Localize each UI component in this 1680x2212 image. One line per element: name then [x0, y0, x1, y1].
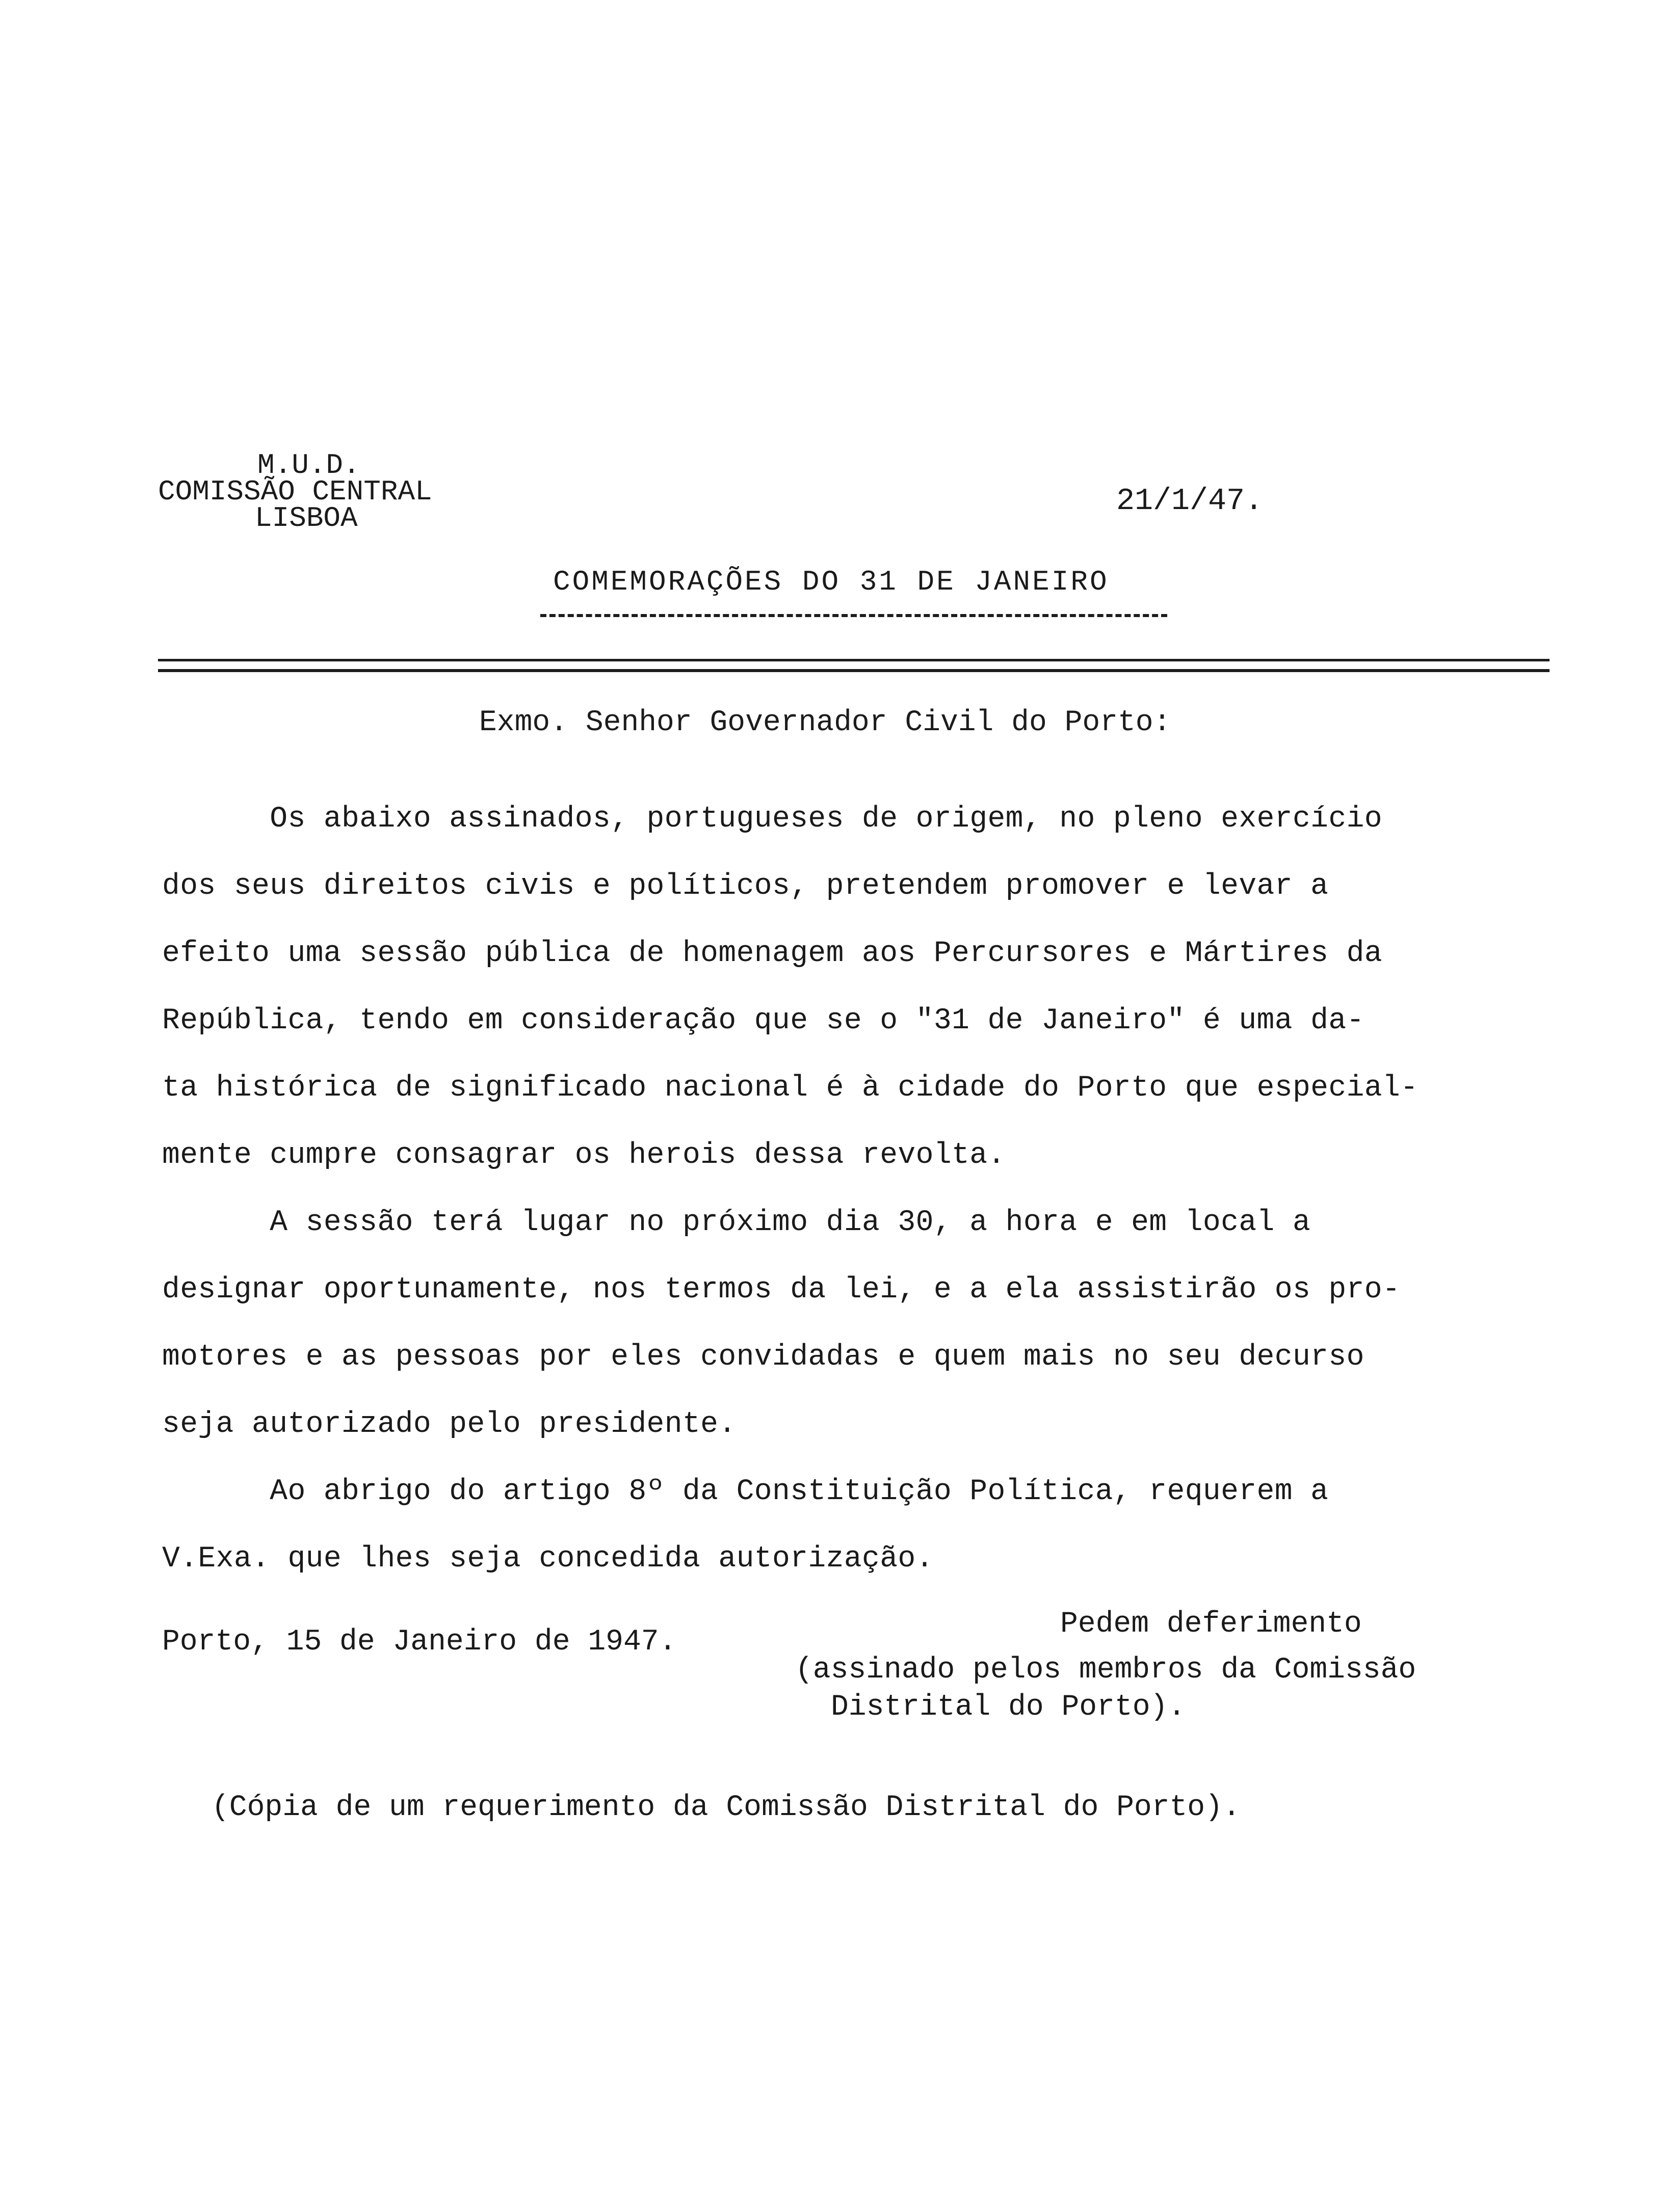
body-line: designar oportunamente, nos termos da lei, e a ela assistirão os pro-	[162, 1273, 1401, 1307]
place-and-date: Porto, 15 de Janeiro de 1947.	[162, 1625, 677, 1659]
body-line: República, tendo em consideração que se o "31 de Janeiro" é uma da-	[162, 1004, 1364, 1037]
signature-note-line-2: Distrital do Porto).	[831, 1691, 1186, 1724]
request-deferment: Pedem deferimento	[1060, 1608, 1362, 1641]
org-acronym: M.U.D.	[257, 449, 360, 482]
body-line: motores e as pessoas por eles convidadas e quem mais no seu decurso	[162, 1341, 1364, 1374]
body-line: A sessão terá lugar no próximo dia 30, a hora e em local a	[162, 1206, 1311, 1239]
body-line: V.Exa. que lhes seja concedida autorização.	[162, 1542, 934, 1576]
signature-note-line-1: (assinado pelos membros da Comissão	[795, 1654, 1416, 1687]
subject-underline	[540, 614, 1167, 617]
copy-note: (Cópia de um requerimento da Comissão Distrital do Porto).	[212, 1791, 1241, 1824]
body-line: Ao abrigo do artigo 8º da Constituição Política, requerem a	[162, 1475, 1329, 1508]
body-line: ta histórica de significado nacional é à cidade do Porto que especial-	[162, 1072, 1419, 1105]
subject-title: COMEMORAÇÕES DO 31 DE JANEIRO	[553, 566, 1109, 598]
document-date: 21/1/47.	[1116, 484, 1264, 519]
body-line: mente cumpre consagrar os herois dessa revolta.	[162, 1139, 1006, 1172]
body-line: seja autorizado pelo presidente.	[162, 1408, 737, 1441]
body-line: Os abaixo assinados, portugueses de origem, no pleno exercício	[162, 803, 1382, 836]
horizontal-rule	[158, 659, 1550, 661]
horizontal-rule	[158, 669, 1550, 672]
body-line: efeito uma sessão pública de homenagem aos Percursores e Mártires da	[162, 937, 1382, 970]
body-line: dos seus direitos civis e políticos, pretendem promover e levar a	[162, 870, 1329, 903]
org-committee: COMISSÃO CENTRAL	[158, 475, 432, 508]
salutation: Exmo. Senhor Governador Civil do Porto:	[479, 706, 1171, 739]
org-city: LISBOA	[255, 502, 358, 535]
